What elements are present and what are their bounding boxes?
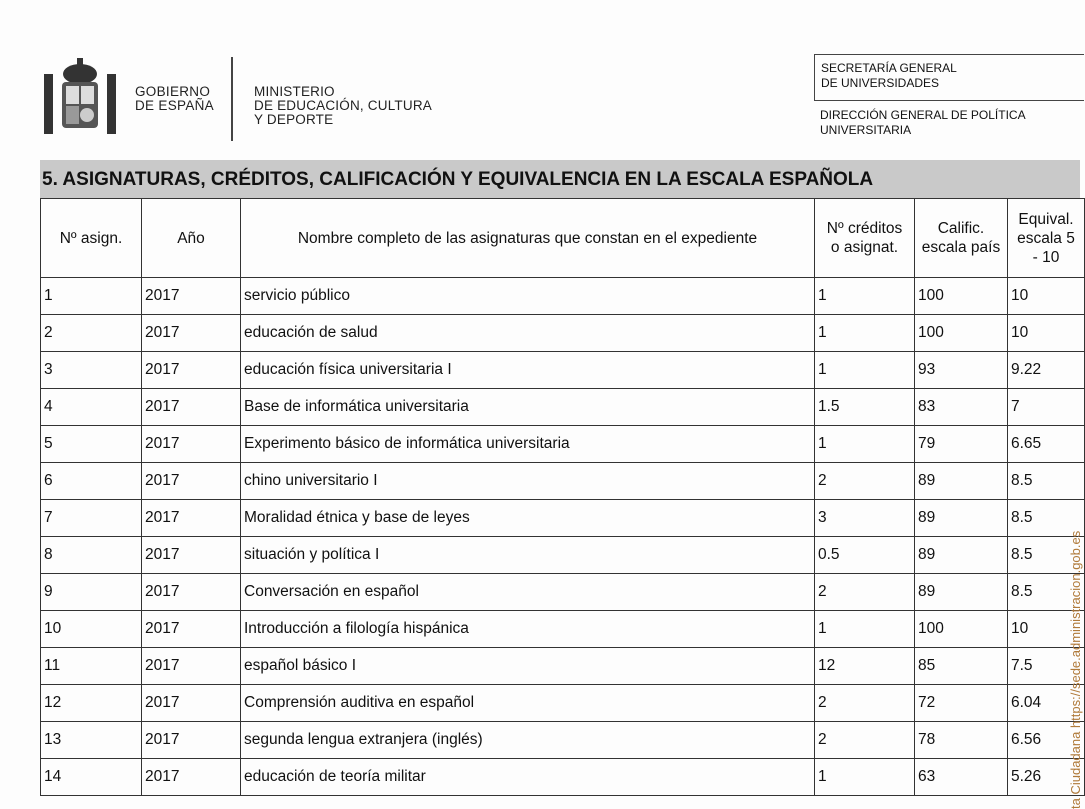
table-cell: Comprensión auditiva en español xyxy=(241,685,815,722)
table-cell: 83 xyxy=(915,389,1008,426)
table-cell: 89 xyxy=(915,574,1008,611)
table-cell: 8.5 xyxy=(1008,463,1085,500)
table-cell: 2017 xyxy=(142,278,241,315)
table-cell: 8.5 xyxy=(1008,500,1085,537)
table-cell: Moralidad étnica y base de leyes xyxy=(241,500,815,537)
table-cell: 6.65 xyxy=(1008,426,1085,463)
ministerio-line: DE EDUCACIÓN, CULTURA xyxy=(254,98,432,113)
column-header xyxy=(142,199,241,278)
table-row xyxy=(41,759,1085,796)
table-cell: 2 xyxy=(815,722,915,759)
column-header xyxy=(241,199,815,278)
table-cell: segunda lengua extranjera (inglés) xyxy=(241,722,815,759)
gobierno-line: GOBIERNO xyxy=(135,84,211,99)
table-cell: 2017 xyxy=(142,463,241,500)
table-cell: 5.26 xyxy=(1008,759,1085,796)
table-cell: 2 xyxy=(815,685,915,722)
table-cell: 2017 xyxy=(142,500,241,537)
table-cell: español básico I xyxy=(241,648,815,685)
direccion-line: DIRECCIÓN GENERAL DE POLÍTICA xyxy=(820,108,1026,122)
table-cell: 2017 xyxy=(142,352,241,389)
table-cell: 1 xyxy=(815,759,915,796)
logo-divider xyxy=(231,57,233,141)
header-line: Nombre completo de las asignaturas que constan en el expediente xyxy=(297,229,758,247)
table-cell: 4 xyxy=(41,389,142,426)
espana-line: DE ESPAÑA xyxy=(135,98,214,113)
table-cell: 2017 xyxy=(142,315,241,352)
table-cell: 63 xyxy=(915,759,1008,796)
table-cell: 2017 xyxy=(142,537,241,574)
header-line: Calific. xyxy=(937,220,985,237)
table-cell: 1 xyxy=(41,278,142,315)
table-cell: 6 xyxy=(41,463,142,500)
table-cell: situación y política I xyxy=(241,537,815,574)
table-cell: 14 xyxy=(41,759,142,796)
table-row xyxy=(41,463,1085,500)
table-row xyxy=(41,537,1085,574)
table-cell: 6.04 xyxy=(1008,685,1085,722)
table-cell: 2 xyxy=(41,315,142,352)
table-cell: 100 xyxy=(915,611,1008,648)
column-header xyxy=(815,199,915,278)
table-cell: 2 xyxy=(815,574,915,611)
table-cell: 79 xyxy=(915,426,1008,463)
column-header xyxy=(915,199,1008,278)
table-cell: 2017 xyxy=(142,685,241,722)
table-cell: 12 xyxy=(41,685,142,722)
section-title: 5. ASIGNATURAS, CRÉDITOS, CALIFICACIÓN Y EQUIVALENCIA EN LA ESCALA ESPAÑOLA xyxy=(40,160,1080,198)
table-cell: 7.5 xyxy=(1008,648,1085,685)
gobierno-de-espana-text xyxy=(135,85,214,113)
table-cell: 6.56 xyxy=(1008,722,1085,759)
table-row xyxy=(41,278,1085,315)
header-line: escala 5 xyxy=(1017,229,1075,247)
table-cell: 3 xyxy=(815,500,915,537)
secretaria-line: DE UNIVERSIDADES xyxy=(821,76,940,90)
table-cell: 8.5 xyxy=(1008,537,1085,574)
table-row xyxy=(41,722,1085,759)
secretaria-line: SECRETARÍA GENERAL xyxy=(821,61,957,75)
table-cell: 11 xyxy=(41,648,142,685)
table-cell: 7 xyxy=(41,500,142,537)
table-cell: 1 xyxy=(815,315,915,352)
table-cell: 89 xyxy=(915,463,1008,500)
table-cell: 10 xyxy=(1008,611,1085,648)
table-cell: 7 xyxy=(1008,389,1085,426)
header-line: escala país xyxy=(921,239,1001,256)
table-cell: 10 xyxy=(1008,315,1085,352)
table-cell: 2017 xyxy=(142,574,241,611)
ministerio-line: MINISTERIO xyxy=(254,84,335,99)
ministerio-line: Y DEPORTE xyxy=(254,112,334,127)
table-cell: 1 xyxy=(815,278,915,315)
table-cell: 2017 xyxy=(142,611,241,648)
table-cell: 2017 xyxy=(142,759,241,796)
column-header xyxy=(41,199,142,278)
table-cell: 0.5 xyxy=(815,537,915,574)
table-cell: Introducción a filología hispánica xyxy=(241,611,815,648)
header-line: Nº asign. xyxy=(59,229,123,247)
table-cell: 1 xyxy=(815,426,915,463)
table-cell: 100 xyxy=(915,278,1008,315)
table-cell: 93 xyxy=(915,352,1008,389)
table-row xyxy=(41,500,1085,537)
table-cell: 8 xyxy=(41,537,142,574)
table-cell: 2017 xyxy=(142,648,241,685)
table-cell: 100 xyxy=(915,315,1008,352)
table-cell: 8.5 xyxy=(1008,574,1085,611)
ministerio-text xyxy=(254,85,432,127)
table-cell: Experimento básico de informática universitaria xyxy=(241,426,815,463)
table-cell: 89 xyxy=(915,500,1008,537)
table-row xyxy=(41,352,1085,389)
direccion-line: UNIVERSITARIA xyxy=(820,123,912,137)
header-line: Año xyxy=(177,229,205,247)
table-cell: 2017 xyxy=(142,389,241,426)
table-cell: chino universitario I xyxy=(241,463,815,500)
table-cell: 85 xyxy=(915,648,1008,685)
table-cell: servicio público xyxy=(241,278,815,315)
table-cell: educación física universitaria I xyxy=(241,352,815,389)
secretaria-box xyxy=(814,54,1084,101)
table-row xyxy=(41,426,1085,463)
table-cell: 1 xyxy=(815,352,915,389)
table-cell: educación de salud xyxy=(241,315,815,352)
table-row xyxy=(41,574,1085,611)
table-cell: 89 xyxy=(915,537,1008,574)
table-cell: 13 xyxy=(41,722,142,759)
table-cell: 72 xyxy=(915,685,1008,722)
table-row xyxy=(41,685,1085,722)
header-line: Equival. xyxy=(1018,210,1074,228)
table-cell: Conversación en español xyxy=(241,574,815,611)
table-cell: 10 xyxy=(41,611,142,648)
table-cell: 1 xyxy=(815,611,915,648)
table-cell: 10 xyxy=(1008,278,1085,315)
table-header-row xyxy=(41,199,1085,278)
table-cell: 9.22 xyxy=(1008,352,1085,389)
table-cell: Base de informática universitaria xyxy=(241,389,815,426)
header-line: - 10 xyxy=(1032,248,1060,266)
table-cell: 3 xyxy=(41,352,142,389)
table-row xyxy=(41,389,1085,426)
subjects-table xyxy=(40,198,1085,796)
direccion-text xyxy=(820,108,1026,138)
header-line: Nº créditos xyxy=(826,220,903,237)
table-cell: 2017 xyxy=(142,722,241,759)
table-cell: 9 xyxy=(41,574,142,611)
table-cell: educación de teoría militar xyxy=(241,759,815,796)
table-cell: 2017 xyxy=(142,426,241,463)
table-cell: 78 xyxy=(915,722,1008,759)
table-row xyxy=(41,611,1085,648)
table-cell: 2 xyxy=(815,463,915,500)
table-cell: 12 xyxy=(815,648,915,685)
table-cell: 5 xyxy=(41,426,142,463)
header-line: o asignat. xyxy=(830,239,899,256)
watermark: ta Ciudadana https://sede.administracion.gob.es xyxy=(1068,530,1083,809)
table-row xyxy=(41,315,1085,352)
table-cell: 1.5 xyxy=(815,389,915,426)
coat-of-arms-logo xyxy=(40,56,120,140)
column-header xyxy=(1008,199,1085,278)
table-row xyxy=(41,648,1085,685)
